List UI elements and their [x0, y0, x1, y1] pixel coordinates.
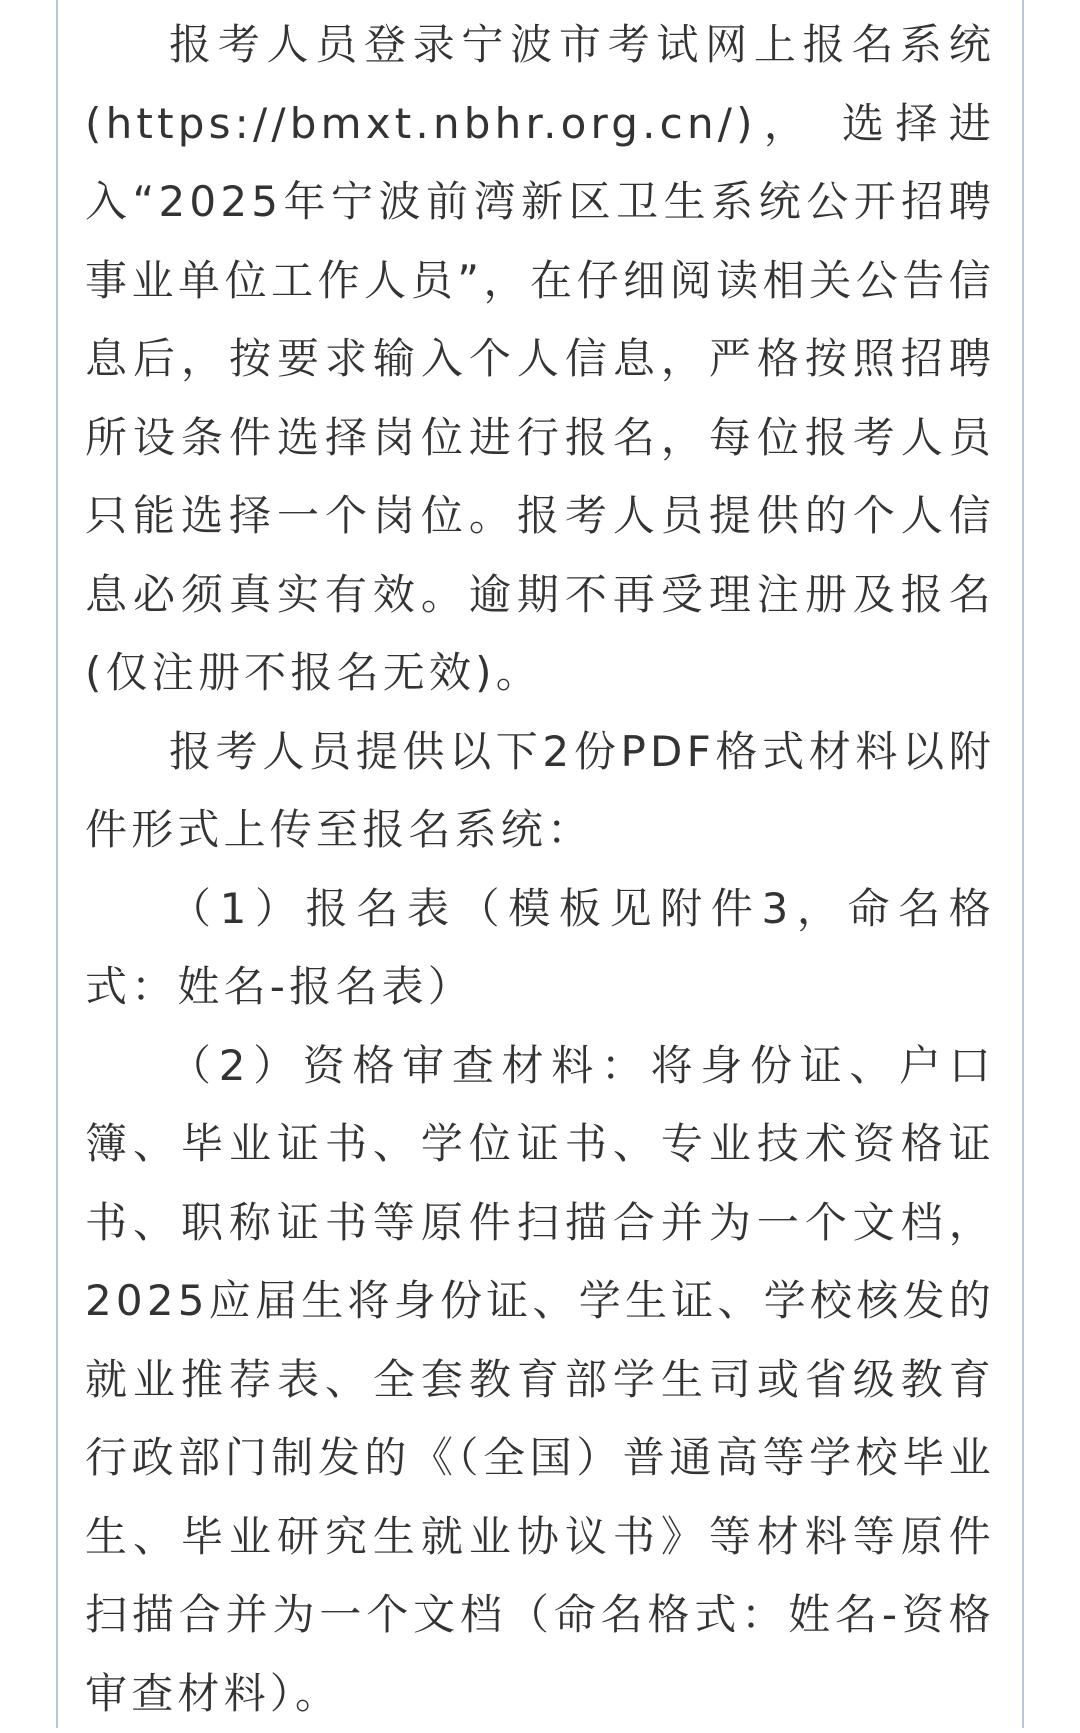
paragraph-registration: 报考人员登录宁波市考试网上报名系统(https://bmxt.nbhr.org.cn/)， 选择进入“2025年宁波前湾新区卫生系统公开招聘事业单位工作人员”，在仔细阅读相关公告信息后，按要求输入个人信息，严格按照招聘所设条件选择岗位进行报名，每位报考人员只能选择一个岗位。报考人员提供的个人信息必须真实有效。逾期不再受理注册及报名(仅注册不报名无效)。	[85, 6, 995, 713]
right-border-line	[1022, 0, 1024, 1728]
paragraph-item-1: （1）报名表（模板见附件3，命名格式：姓名-报名表）	[85, 870, 995, 1027]
article-body	[85, 6, 995, 1733]
left-border-line	[56, 0, 58, 1728]
paragraph-materials-intro: 报考人员提供以下2份PDF格式材料以附件形式上传至报名系统：	[85, 713, 995, 870]
paragraph-item-2: （2）资格审查材料：将身份证、户口簿、毕业证书、学位证书、专业技术资格证书、职称证书等原件扫描合并为一个文档，2025应届生将身份证、学生证、学校核发的就业推荐表、全套教育部学生司或省级教育行政部门制发的《（全国）普通高等学校毕业生、毕业研究生就业协议书》等材料等原件扫描合并为一个文档（命名格式：姓名-资格审查材料）。	[85, 1027, 995, 1733]
